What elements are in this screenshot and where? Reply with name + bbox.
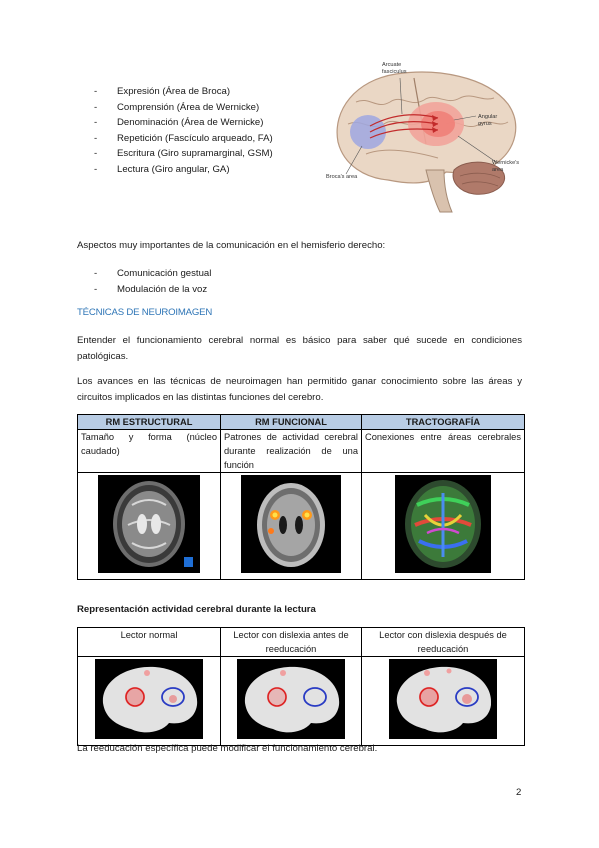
table-row — [78, 430, 525, 473]
dyslexic-after-brain-image — [389, 659, 497, 739]
brain-lateral-view-illustration — [326, 62, 526, 214]
dyslexic-before-brain-image — [237, 659, 345, 739]
reading-activity-title: Representación actividad cerebral durante la lectura — [77, 604, 316, 615]
arcuate-fasciculus-label: Arcuate fasciculus — [382, 62, 407, 75]
table-row — [78, 473, 525, 580]
list-item: - Lectura (Giro angular, GA) — [94, 162, 273, 178]
header-structural-mri: RM ESTRUCTURAL — [78, 415, 221, 430]
paragraph-normal-function: Entender el funcionamiento cerebral normal es básico para saber qué sucede en condiciones patológicas. — [77, 335, 522, 362]
language-areas-figure — [326, 62, 526, 214]
dyslexic-before-image-cell — [221, 657, 362, 746]
right-hemisphere-list — [94, 266, 211, 297]
functional-mri-scan-image — [241, 475, 341, 573]
cell-functional-description: Patrones de actividad cerebral durante realización de una función — [221, 430, 362, 473]
table-header-row — [78, 628, 525, 657]
tractography-scan-image — [395, 475, 491, 573]
conclusion-text: La reeducación específica puede modificar el funcionamiento cerebral. — [77, 743, 378, 754]
table-row — [78, 657, 525, 746]
table-header-row — [78, 415, 525, 430]
normal-reader-brain-image — [95, 659, 203, 739]
header-normal-reader: Lector normal — [78, 628, 221, 657]
header-dyslexic-before: Lector con dislexia antes de reeducación — [221, 628, 362, 657]
cell-structural-description: Tamaño y forma (núcleo caudado) — [78, 430, 221, 473]
cell-tractography-description: Conexiones entre áreas cerebrales — [362, 430, 525, 473]
structural-mri-scan-image — [98, 475, 200, 573]
page-number: 2 — [516, 787, 522, 798]
list-item: - Modulación de la voz — [94, 282, 211, 298]
header-tractography: TRACTOGRAFÍA — [362, 415, 525, 430]
reading-activity-table — [77, 627, 525, 746]
tractography-image-cell — [362, 473, 525, 580]
broca-area-label: Broca's area — [326, 174, 358, 180]
header-functional-mri: RM FUNCIONAL — [221, 415, 362, 430]
functional-mri-image-cell — [221, 473, 362, 580]
normal-reader-image-cell — [78, 657, 221, 746]
language-functions-list — [94, 84, 273, 178]
list-item: - Expresión (Área de Broca) — [94, 84, 273, 100]
angular-gyrus-label: Angular gyrus — [478, 114, 498, 127]
list-item: - Escritura (Giro supramarginal, GSM) — [94, 146, 273, 162]
list-item: - Denominación (Área de Wernicke) — [94, 115, 273, 131]
list-item: - Comunicación gestual — [94, 266, 211, 282]
list-item: - Comprensión (Área de Wernicke) — [94, 100, 273, 116]
list-item: - Repetición (Fascículo arqueado, FA) — [94, 131, 273, 147]
right-hemisphere-intro: Aspectos muy importantes de la comunicación en el hemisferio derecho: — [77, 240, 386, 251]
structural-mri-image-cell — [78, 473, 221, 580]
paragraph-neuroimaging-advances: Los avances en las técnicas de neuroimagen han permitido ganar conocimiento sobre las áreas y circuitos implicados en las distintas funciones del cerebro. — [77, 376, 522, 403]
section-title: TÉCNICAS DE NEUROIMAGEN — [77, 307, 213, 318]
neuroimaging-techniques-table — [77, 414, 525, 580]
wernicke-area-label: Wernicke's area — [492, 160, 520, 173]
dyslexic-after-image-cell — [362, 657, 525, 746]
header-dyslexic-after: Lector con dislexia después de reeducación — [362, 628, 525, 657]
